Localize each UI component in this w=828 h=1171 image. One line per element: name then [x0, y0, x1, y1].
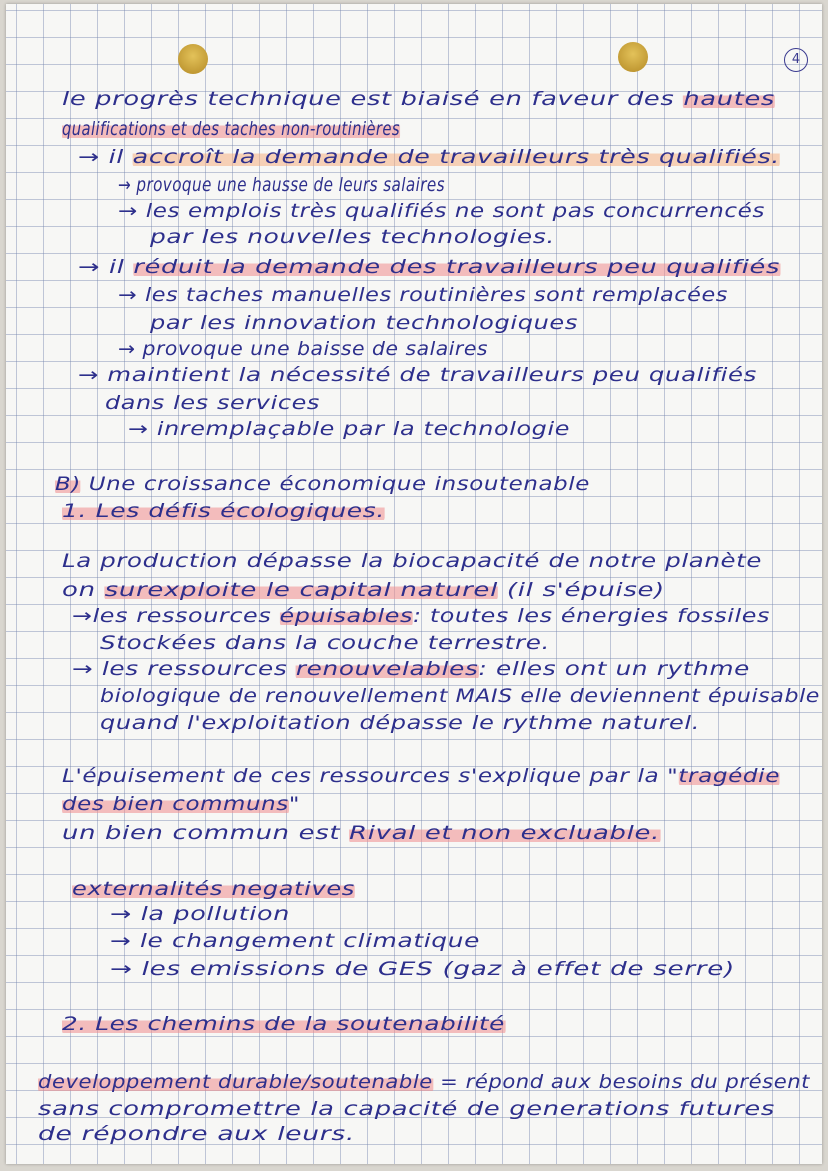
note-text: La production dépasse la biocapacité de notre planète [62, 550, 762, 572]
note-text: → maintient la nécessité de travailleurs peu qualifiés [78, 364, 757, 386]
note-text: L'épuisement de ces ressources s'explique par la " [62, 765, 679, 787]
note-text: = répond aux besoins du présent [432, 1071, 811, 1093]
binder-hole-right [618, 42, 648, 72]
note-line [38, 1098, 775, 1120]
highlighted-text: qualifications et des taches non-routinières [62, 118, 400, 140]
note-line [118, 174, 445, 196]
note-text: → les emplois très qualifiés ne sont pas concurrencés [118, 200, 765, 222]
highlighted-text: 1. Les défis écologiques. [62, 500, 385, 522]
note-line [110, 903, 290, 925]
highlighted-text: renouvelables [295, 658, 479, 680]
note-line [72, 605, 770, 627]
highlighted-text: hautes [683, 88, 775, 110]
note-line [110, 930, 480, 952]
note-line [78, 146, 780, 168]
note-line [118, 338, 488, 360]
note-text: biologique de renouvellement MAIS elle deviennent épuisable [100, 685, 820, 707]
note-text: → les taches manuelles routinières sont remplacées [118, 284, 728, 306]
note-line [62, 793, 300, 815]
highlighted-text: accroît la demande de travailleurs très qualifiés. [132, 146, 781, 168]
note-line [62, 765, 780, 787]
note-line [128, 418, 570, 440]
note-line [100, 685, 820, 707]
note-text: Une croissance économique insoutenable [80, 473, 590, 495]
note-line [62, 118, 400, 140]
highlighted-text: épuisables [279, 605, 414, 627]
note-text: quand l'exploitation dépasse le rythme naturel. [100, 712, 700, 734]
note-line [62, 550, 762, 572]
note-line [62, 579, 665, 601]
note-line [100, 632, 550, 654]
note-text: → les ressources [72, 658, 296, 680]
note-text: → il [78, 146, 133, 168]
note-text: : toutes les énergies fossiles [413, 605, 770, 627]
note-text: par les nouvelles technologies. [150, 226, 555, 248]
note-line [72, 658, 750, 680]
note-text: " [288, 793, 300, 815]
note-text: → inremplaçable par la technologie [128, 418, 570, 440]
note-text: le progrès technique est biaisé en faveur des [62, 88, 684, 110]
highlighted-text: réduit la demande des travailleurs peu qualifiés [133, 256, 781, 278]
note-text: → provoque une baisse de salaires [118, 338, 488, 360]
note-text: par les innovation technologiques [150, 312, 578, 334]
highlighted-text: des bien communs [62, 793, 289, 815]
note-text: (il s'épuise) [497, 579, 665, 601]
page-number: 4 [784, 48, 808, 72]
note-text: → la pollution [110, 903, 290, 925]
note-text: → les emissions de GES (gaz à effet de serre) [110, 958, 735, 980]
highlighted-text: 2. Les chemins de la soutenabilité [62, 1013, 505, 1035]
note-line [110, 958, 735, 980]
grid-paper-page [6, 4, 822, 1164]
note-line [118, 284, 728, 306]
note-line [78, 256, 780, 278]
note-line [55, 473, 590, 495]
note-text: → le changement climatique [110, 930, 480, 952]
note-text: dans les services [105, 392, 320, 414]
note-line [38, 1123, 355, 1145]
note-text: Stockées dans la couche terrestre. [100, 632, 550, 654]
note-line [38, 1071, 810, 1093]
highlighted-text: externalités negatives [72, 878, 355, 900]
note-line [72, 878, 355, 900]
note-text: : elles ont un rythme [478, 658, 750, 680]
note-text: un bien commun est [62, 822, 350, 844]
highlighted-text: surexploite le capital naturel [104, 579, 498, 601]
note-line [62, 500, 385, 522]
highlighted-text: developpement durable/soutenable [38, 1071, 433, 1093]
highlighted-text: Rival et non excluable. [349, 822, 660, 844]
highlighted-text: tragédie [678, 765, 780, 787]
note-line [62, 88, 775, 110]
note-line [118, 200, 765, 222]
note-line [105, 392, 320, 414]
note-line [150, 226, 555, 248]
note-line [62, 822, 660, 844]
note-text: →les ressources [72, 605, 280, 627]
binder-hole-left [178, 44, 208, 74]
note-text: de répondre aux leurs. [38, 1123, 355, 1145]
note-line [150, 312, 578, 334]
note-line [100, 712, 700, 734]
note-text: on [62, 579, 105, 601]
note-line [62, 1013, 505, 1035]
note-line [78, 364, 757, 386]
note-text: → il [78, 256, 134, 278]
highlighted-text: B) [55, 473, 81, 495]
note-text: → provoque une hausse de leurs salaires [118, 174, 445, 196]
note-text: sans compromettre la capacité de generations futures [38, 1098, 775, 1120]
